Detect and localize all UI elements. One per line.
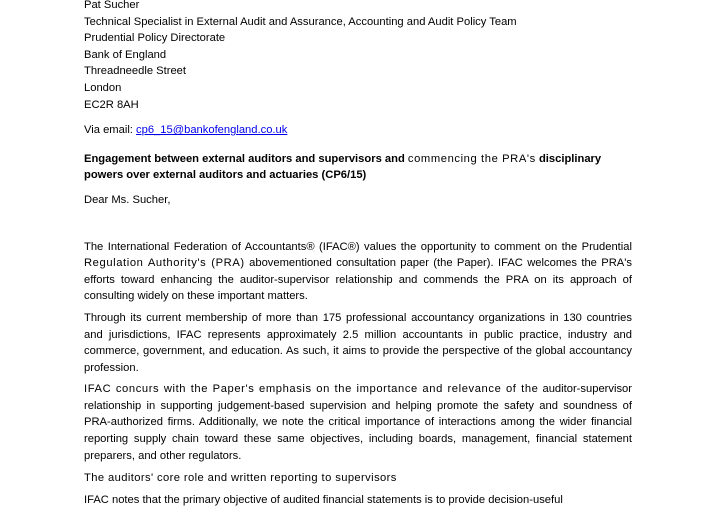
subject-line [84,151,632,184]
subject-part-1: Engagement between external auditors and supervisors and [84,152,405,165]
paragraph-4: IFAC notes that the primary objective of audited financial statements is to provide decision-useful [84,493,563,506]
email-link[interactable]: cp6_15@bankofengland.co.uk [136,124,288,137]
recipient-name: Pat Sucher [84,0,140,11]
paragraph-1-text-c: abovementioned consultation paper (the Paper). IFAC welcomes the PRA's efforts toward enhancing the auditor-supervisor relationship and commends the PRA on its approach of consulting widely on these important matters. [84,257,632,303]
recipient-title: Technical Specialist in External Audit and Assurance, Accounting and Audit Policy Team [84,15,517,28]
subject-part-2: commencing the PRA's [407,152,536,165]
paragraph-3-text-a: IFAC concurs with the Paper's emphasis on the importance and relevance of the [84,383,539,396]
section-heading: The auditors' core role and written reporting to supervisors [84,472,397,485]
paragraph-3-text-b: auditor-supervisor relationship in supporting judgement-based supervision and helping promote the safety and soundness of PRA-authorized firms. Additionally, we note the critical importance of interactions among the wider financial reporting supply chain toward these same objectives, including boards, management, financial statement preparers, and other regulators. [84,383,633,462]
recipient-street: Threadneedle Street [84,65,186,78]
paragraph-1-text-a: The International Federation of Accountants® (IFAC®) values the opportunity to comment on the Prudential [84,240,632,253]
email-line [84,122,632,139]
paragraph-3 [84,381,632,464]
recipient-city: London [84,81,122,94]
letter-page [84,0,632,508]
recipient-directorate: Prudential Policy Directorate [84,32,226,45]
paragraph-1-text-b: Regulation Authority's (PRA) [84,257,245,270]
email-label: Via email: [84,124,133,137]
recipient-organization: Bank of England [84,48,167,61]
subject-part-3: disciplinary powers over external auditors and actuaries (CP6/15) [84,152,602,182]
recipient-postcode: EC2R 8AH [84,98,139,111]
recipient-address [84,0,632,113]
paragraph-1 [84,239,632,305]
paragraph-2: Through its current membership of more than 175 professional accountancy organizations in 130 countries and jurisdictions, IFAC represents approximately 2.5 million accountants in public practice, industry and commerce, government, and education. As such, it aims to provide the perspective of the global accountancy profession. [84,311,632,374]
salutation: Dear Ms. Sucher, [84,193,171,206]
